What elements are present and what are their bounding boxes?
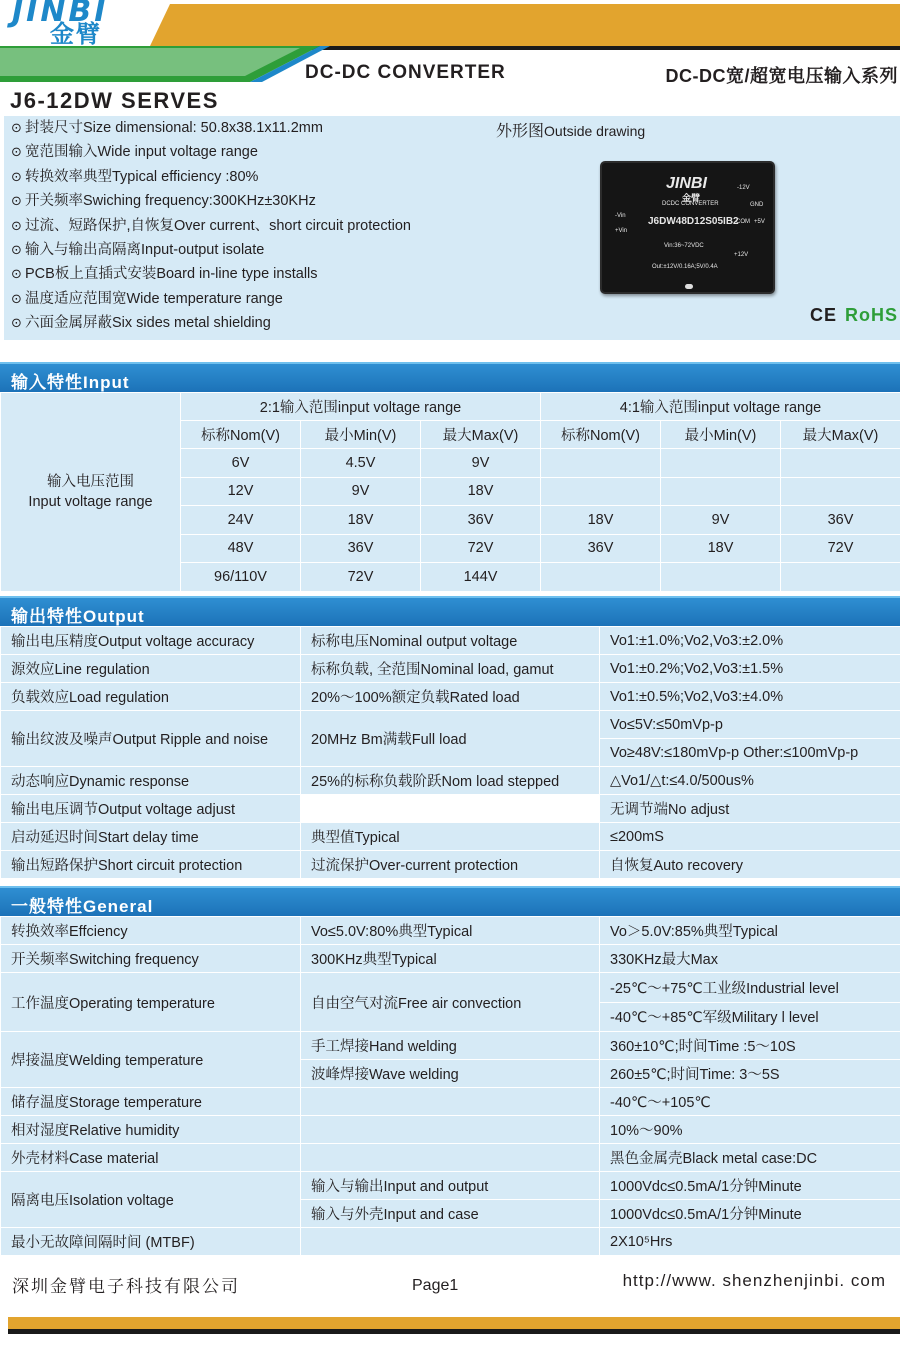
input-row-label: [1, 393, 181, 592]
col-header-nom: 标称Nom(V): [181, 421, 301, 449]
table-cell: [781, 449, 900, 478]
section-bar-input: [0, 362, 900, 392]
param-label: 输出纹波及噪声Output Ripple and noise: [1, 711, 301, 767]
col-header-nom: 标称Nom(V): [541, 421, 661, 449]
param-label: 外壳材料Case material: [1, 1144, 301, 1172]
param-value: Vo＞5.0V:85%典型Typical: [600, 917, 900, 945]
feature-text: 输入与输出高隔离Input-output isolate: [25, 241, 265, 258]
table-cell: [661, 449, 781, 478]
param-value: -40℃～+85℃军级Military l level: [600, 1002, 900, 1032]
module-marker-icon: [685, 284, 693, 289]
section-bar-general: [0, 886, 900, 916]
table-row: [1, 1172, 900, 1200]
param-value: 2X10⁵Hrs: [600, 1228, 900, 1256]
table-cell: [661, 563, 781, 592]
general-table: [0, 916, 900, 1256]
param-label: 启动延迟时间Start delay time: [1, 823, 301, 851]
param-label: 源效应Line regulation: [1, 655, 301, 683]
param-condition: 波峰焊接Wave welding: [301, 1060, 600, 1088]
param-condition: 标称负载, 全范围Nominal load, gamut: [301, 655, 600, 683]
table-cell: [541, 477, 661, 506]
model-title: J6-12DW SERVES: [10, 88, 219, 113]
table-cell: [541, 563, 661, 592]
param-value: 10%～90%: [600, 1116, 900, 1144]
param-condition: 标称电压Nominal output voltage: [301, 627, 600, 655]
feature-text: 开关频率Swiching frequency:300KHz±30KHz: [25, 193, 316, 210]
module-part-number: J6DW48D12S05IB2: [648, 216, 739, 227]
pin-label: +12V: [734, 252, 749, 258]
table-cell: 72V: [781, 534, 900, 563]
module-subtitle: DCDC CONVERTER: [662, 201, 719, 207]
table-row: [1, 1088, 900, 1116]
param-label: 输出短路保护Short circuit protection: [1, 851, 301, 879]
table-cell: [781, 563, 900, 592]
logo-text: JINBI: [12, 0, 109, 29]
param-condition: 过流保护Over-current protection: [301, 851, 600, 879]
pin-label: -Vin: [615, 213, 626, 219]
output-table: [0, 626, 900, 879]
table-row: [1, 823, 900, 851]
range-header-2to1: 2:1输入范围input voltage range: [181, 393, 541, 421]
feature-item: [11, 264, 481, 288]
param-label: 输出电压精度Output voltage accuracy: [1, 627, 301, 655]
pin-label: +Vin: [615, 228, 628, 234]
bullet-icon: ⊙: [11, 290, 22, 306]
param-value: -25℃～+75℃工业级Industrial level: [600, 973, 900, 1003]
range-header-4to1: 4:1输入范围input voltage range: [541, 393, 900, 421]
footer-website-link[interactable]: http://www. shenzhenjinbi. com: [622, 1271, 886, 1290]
table-cell: [781, 477, 900, 506]
feature-item: [11, 118, 481, 142]
bullet-icon: ⊙: [11, 241, 22, 257]
table-cell: 36V: [781, 506, 900, 535]
section-title: 输入特性Input: [11, 373, 130, 392]
param-condition: 输入与外壳Input and case: [301, 1200, 600, 1228]
param-label: 转换效率Effciency: [1, 917, 301, 945]
param-condition: 手工焊接Hand welding: [301, 1032, 600, 1060]
param-label: 储存温度Storage temperature: [1, 1088, 301, 1116]
table-cell: 72V: [301, 563, 421, 592]
footer-page-number: Page1: [412, 1277, 459, 1294]
section-title: 一般特性General: [11, 897, 154, 916]
table-cell: [541, 449, 661, 478]
table-row: [1, 655, 900, 683]
param-value: ≤200mS: [600, 823, 900, 851]
param-value: 1000Vdc≤0.5mA/1分钟Minute: [600, 1172, 900, 1200]
table-cell: 9V: [301, 477, 421, 506]
table-cell: 6V: [181, 449, 301, 478]
table-cell: 36V: [301, 534, 421, 563]
feature-item: [11, 191, 481, 215]
table-cell: 9V: [661, 506, 781, 535]
pin-label: -12V: [737, 185, 750, 191]
table-cell: 18V: [541, 506, 661, 535]
table-row: [1, 1032, 900, 1060]
table-cell: [661, 477, 781, 506]
input-table: [0, 392, 900, 592]
param-condition: 自由空气对流Free air convection: [301, 973, 600, 1032]
footer-gold-line: [8, 1317, 900, 1329]
param-condition: 20MHz Bm满载Full load: [301, 711, 600, 767]
bullet-icon: ⊙: [11, 120, 22, 135]
table-row: [1, 1144, 900, 1172]
module-output: Out:±12V/0.16A;5V/0.4A: [652, 264, 718, 270]
col-header-min: 最小Min(V): [301, 421, 421, 449]
table-row: [1, 683, 900, 711]
header-gold-band: [150, 4, 900, 46]
table-cell: 144V: [421, 563, 541, 592]
feature-text: 宽范围输入Wide input voltage range: [25, 144, 258, 161]
outside-title-cn: 外形图: [496, 123, 545, 140]
param-value: 无调节端No adjust: [600, 795, 900, 823]
table-cell: 36V: [541, 534, 661, 563]
table-cell: 12V: [181, 477, 301, 506]
param-value: 黑色金属壳Black metal case:DC: [600, 1144, 900, 1172]
table-cell: 24V: [181, 506, 301, 535]
module-logo: JINBI: [666, 175, 707, 192]
param-value: 360±10℃;时间Time :5～10S: [600, 1032, 900, 1060]
pin-label: COM: [736, 219, 750, 225]
param-label: 相对湿度Relative humidity: [1, 1116, 301, 1144]
param-condition: [301, 1144, 600, 1172]
ce-mark: CE: [810, 305, 838, 325]
param-label: 最小无故障间隔时间 (MTBF): [1, 1228, 301, 1256]
param-label: 隔离电压Isolation voltage: [1, 1172, 301, 1228]
footer-company: 深圳金臂电子科技有限公司: [12, 1277, 240, 1296]
col-header-min: 最小Min(V): [661, 421, 781, 449]
table-row: [1, 917, 900, 945]
feature-list: [11, 118, 481, 338]
table-row: [1, 627, 900, 655]
rohs-mark: RoHS: [845, 305, 899, 325]
param-condition: 输入与输出Input and output: [301, 1172, 600, 1200]
param-value: 260±5℃;时间Time: 3～5S: [600, 1060, 900, 1088]
section-bar-output: [0, 596, 900, 626]
param-value: Vo1:±0.5%;Vo2,Vo3:±4.0%: [600, 683, 900, 711]
outside-title-en: Outside drawing: [544, 123, 646, 139]
input-label-cn: 输入电压范围: [47, 473, 134, 490]
section-title: 输出特性Output: [11, 607, 145, 626]
header-title-left: DC-DC CONVERTER: [305, 62, 506, 83]
feature-item: [11, 289, 481, 313]
header-title-right: DC-DC宽/超宽电压输入系列: [665, 66, 898, 86]
table-row: [1, 393, 900, 421]
param-condition: [301, 1088, 600, 1116]
table-cell: 48V: [181, 534, 301, 563]
module-vin: Vin:36~72VDC: [664, 243, 704, 249]
table-row: [1, 973, 900, 1003]
feature-item: [11, 216, 481, 240]
module-logo-cn: 金臂: [682, 193, 701, 203]
certification-marks: [810, 305, 898, 326]
param-value: Vo≥48V:≤180mVp-p Other:≤100mVp-p: [600, 739, 900, 767]
table-row: [1, 711, 900, 739]
logo-chinese: 金臂: [50, 21, 102, 48]
input-label-en: Input voltage range: [28, 493, 153, 510]
bullet-icon: ⊙: [11, 266, 22, 282]
feature-item: [11, 313, 481, 337]
table-row: [1, 945, 900, 973]
param-condition: 20%～100%额定负载Rated load: [301, 683, 600, 711]
table-row: [1, 1116, 900, 1144]
param-condition: 25%的标称负载阶跃Nom load stepped: [301, 767, 600, 795]
feature-item: [11, 167, 481, 191]
feature-item: [11, 240, 481, 264]
table-cell: 18V: [421, 477, 541, 506]
feature-text: 六面金属屏蔽Six sides metal shielding: [25, 315, 271, 332]
feature-text: PCB板上直插式安装Board in-line type installs: [25, 266, 318, 283]
param-value: 1000Vdc≤0.5mA/1分钟Minute: [600, 1200, 900, 1228]
param-condition: [301, 1228, 600, 1256]
table-cell: 4.5V: [301, 449, 421, 478]
table-row: [1, 767, 900, 795]
table-cell: 72V: [421, 534, 541, 563]
param-condition: [301, 795, 600, 823]
param-label: 负载效应Load regulation: [1, 683, 301, 711]
table-row: [1, 851, 900, 879]
table-row: [1, 1228, 900, 1256]
param-value: -40℃～+105℃: [600, 1088, 900, 1116]
param-label: 焊接温度Welding temperature: [1, 1032, 301, 1088]
param-value: △Vo1/△t:≤4.0/500us%: [600, 767, 900, 795]
feature-text: 温度适应范围宽Wide temperature range: [25, 290, 283, 307]
param-value: 330KHz最大Max: [600, 945, 900, 973]
param-value: Vo≤5V:≤50mVp-p: [600, 711, 900, 739]
param-condition: Vo≤5.0V:80%典型Typical: [301, 917, 600, 945]
table-cell: 18V: [301, 506, 421, 535]
param-condition: 典型值Typical: [301, 823, 600, 851]
param-label: 工作温度Operating temperature: [1, 973, 301, 1032]
table-cell: 96/110V: [181, 563, 301, 592]
feature-item: [11, 142, 481, 166]
feature-text: 转换效率典型Typical efficiency :80%: [25, 168, 259, 185]
col-header-max: 最大Max(V): [781, 421, 900, 449]
module-image: [600, 161, 775, 294]
table-cell: 9V: [421, 449, 541, 478]
param-value: 自恢复Auto recovery: [600, 851, 900, 879]
param-condition: [301, 1116, 600, 1144]
param-label: 输出电压调节Output voltage adjust: [1, 795, 301, 823]
table-row: [1, 795, 900, 823]
company-logo: [4, 0, 164, 48]
param-value: Vo1:±0.2%;Vo2,Vo3:±1.5%: [600, 655, 900, 683]
bullet-icon: ⊙: [11, 193, 22, 209]
col-header-max: 最大Max(V): [421, 421, 541, 449]
page-header: [0, 0, 900, 86]
bullet-icon: ⊙: [11, 168, 22, 184]
table-cell: 36V: [421, 506, 541, 535]
bullet-icon: ⊙: [11, 144, 22, 160]
table-cell: 18V: [661, 534, 781, 563]
param-label: 动态响应Dynamic response: [1, 767, 301, 795]
feature-text: 过流、短路保护,自恢复Over current、short circuit protection: [25, 217, 411, 234]
bullet-icon: ⊙: [11, 217, 22, 233]
pin-label: +5V: [754, 219, 765, 225]
pin-label: GND: [750, 202, 764, 208]
bullet-icon: ⊙: [11, 315, 22, 331]
outside-drawing-title: [496, 118, 645, 141]
param-condition: 300KHz典型Typical: [301, 945, 600, 973]
footer-dark-line: [8, 1329, 900, 1334]
param-value: Vo1:±1.0%;Vo2,Vo3:±2.0%: [600, 627, 900, 655]
feature-text: 封装尺寸Size dimensional: 50.8x38.1x11.2mm: [25, 120, 323, 136]
param-label: 开关频率Switching frequency: [1, 945, 301, 973]
